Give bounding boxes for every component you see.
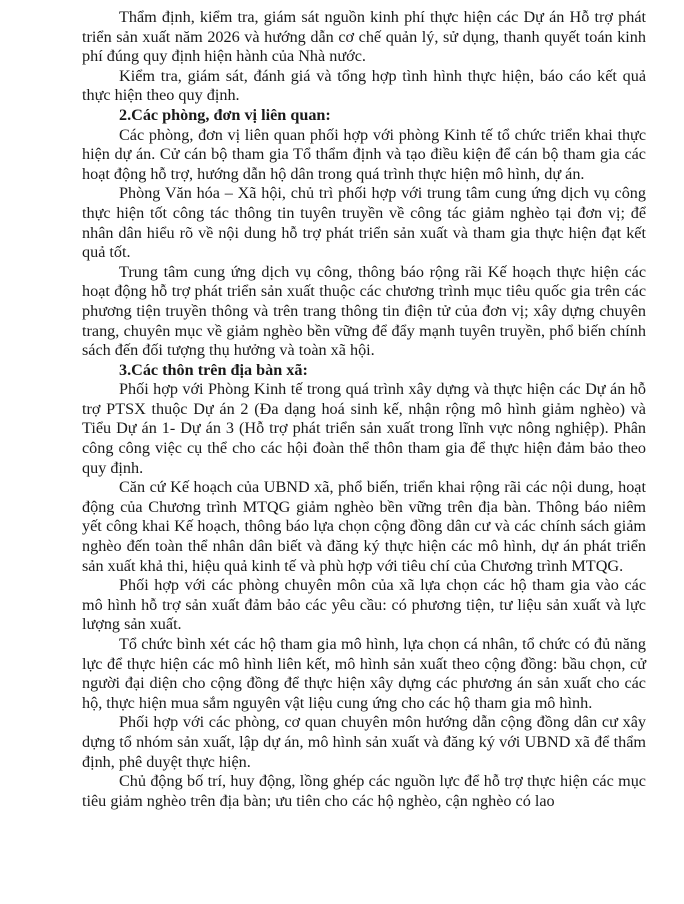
section-2-paragraph-2: Phòng Văn hóa – Xã hội, chủ trì phối hợp với trung tâm cung ứng dịch vụ công thực hiện tốt công tác thông tin tuyên truyền về công tác giảm nghèo tại đơn vị; để nhân dân hiểu rõ về nội dung hỗ trợ phát triển sản xuất và tham gia thực hiện đạt kết quả tốt. bbox=[82, 184, 646, 262]
section-2-paragraph-3: Trung tâm cung ứng dịch vụ công, thông báo rộng rãi Kế hoạch thực hiện các hoạt động hỗ trợ phát triển sản xuất thuộc các chương trình mục tiêu quốc gia trên các phương tiện truyền thông và trên trang thông tin điện tử của đơn vị; xây dựng chuyên trang, chuyên mục về giảm nghèo bền vững để đẩy mạnh tuyên truyền, phổ biến chính sách đến đối tượng thụ hưởng và toàn xã hội. bbox=[82, 262, 646, 360]
document-body bbox=[82, 8, 646, 811]
section-3-paragraph-6: Chủ động bố trí, huy động, lồng ghép các nguồn lực để hỗ trợ thực hiện các mục tiêu giảm nghèo trên địa bàn; ưu tiên cho các hộ nghèo, cận nghèo có lao bbox=[82, 772, 646, 810]
section-2-heading: 2.Các phòng, đơn vị liên quan: bbox=[119, 105, 331, 124]
paragraph-intro-2: Kiểm tra, giám sát, đánh giá và tổng hợp tình hình thực hiện, báo cáo kết quả thực hiện theo quy định. bbox=[82, 66, 646, 105]
section-3-heading: 3.Các thôn trên địa bàn xã: bbox=[119, 360, 308, 379]
section-2-paragraph-1: Các phòng, đơn vị liên quan phối hợp với phòng Kinh tế tổ chức triển khai thực hiện dự án. Cử cán bộ tham gia Tổ thẩm định và tạo điều kiện để cán bộ tham gia các hoạt động hỗ trợ, hướng dẫn hộ dân trong quá trình thực hiện mô hình, dự án. bbox=[82, 125, 646, 183]
section-3-paragraph-2: Căn cứ Kế hoạch của UBND xã, phổ biến, triển khai rộng rãi các nội dung, hoạt động của Chương trình MTQG giảm nghèo bền vững trên địa bàn. Thông báo niêm yết công khai Kế hoạch, thông báo lựa chọn cộng đồng dân cư và các chính sách giảm nghèo đến toàn thể nhân dân biết và đăng ký thực hiện các mô hình, dự án phát triển sản xuất khả thi, hiệu quả kinh tế và phù hợp với tiêu chí của Chương trình MTQG. bbox=[82, 478, 646, 575]
section-3-paragraph-3: Phối hợp với các phòng chuyên môn của xã lựa chọn các hộ tham gia vào các mô hình hỗ trợ sản xuất đảm bảo các yêu cầu: có phương tiện, tư liệu sản xuất và lực lượng sản xuất. bbox=[82, 576, 646, 634]
section-3-paragraph-1: Phối hợp với Phòng Kinh tế trong quá trình xây dựng và thực hiện các Dự án hỗ trợ PTSX thuộc Dự án 2 (Đa dạng hoá sinh kế, nhận rộng mô hình giảm nghèo) và Tiểu Dự án 1- Dự án 3 (Hỗ trợ phát triển sản xuất trong lĩnh vực nông nghiệp). Phân công công việc cụ thể cho các hội đoàn thể thôn tham gia để thực hiện đảm bảo theo quy định. bbox=[82, 380, 646, 477]
section-3-paragraph-5: Phối hợp với các phòng, cơ quan chuyên môn hướng dẫn cộng đồng dân cư xây dựng tổ nhóm sản xuất, lập dự án, mô hình sản xuất và đăng ký với UBND xã để thẩm định, phê duyệt thực hiện. bbox=[82, 713, 646, 771]
paragraph-intro-1: Thẩm định, kiểm tra, giám sát nguồn kinh phí thực hiện các Dự án Hỗ trợ phát triển sản xuất năm 2026 và hướng dẫn cơ chế quản lý, sử dụng, thanh quyết toán kinh phí đúng quy định hiện hành của Nhà nước. bbox=[82, 8, 646, 66]
section-3-paragraph-4: Tổ chức bình xét các hộ tham gia mô hình, lựa chọn cá nhân, tổ chức có đủ năng lực để thực hiện các mô hình liên kết, mô hình sản xuất theo cộng đồng: bầu chọn, cử người đại diện cho cộng đồng để thực hiện xây dựng các phương án sản xuất cho các hộ, thực hiện mua sắm nguyên vật liệu cung ứng cho các hộ tham gia mô hình. bbox=[82, 635, 646, 712]
